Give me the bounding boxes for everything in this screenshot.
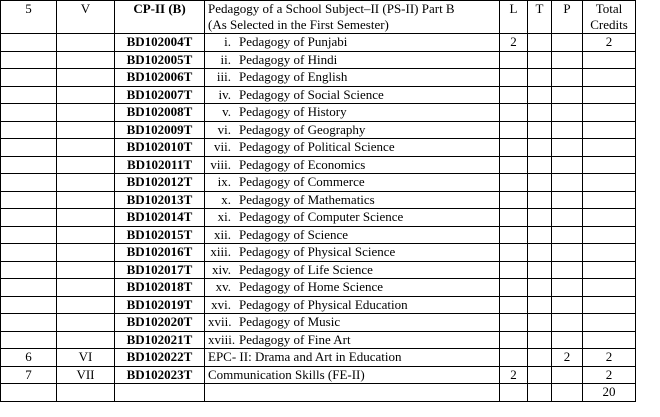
sem-cell [1,244,57,262]
roman-numeral: v. [222,104,231,119]
unit-cell [57,121,115,139]
roman-numeral: xvi. [211,296,231,312]
roman-numeral: viii. [210,156,231,172]
table-row [1,209,636,227]
sem-cell [1,261,57,279]
unit-cell [57,331,115,349]
roman-numeral: ii. [220,51,231,67]
l-cell: 2 [500,34,528,52]
sem-cell [1,69,57,87]
t-cell [528,279,552,297]
course-code [115,384,205,402]
header-p: P [552,1,583,34]
l-cell [500,156,528,174]
sem-cell: 6 [1,349,57,367]
course-title [205,314,500,332]
course-title: EPC- II: Drama and Art in Education [205,349,500,367]
roman-numeral: vi. [217,121,231,137]
l-cell [500,384,528,402]
subject-name: Pedagogy of Social Science [239,86,384,102]
sem-cell [1,51,57,69]
total-cell [583,51,636,69]
course-code: BD102018T [115,279,205,297]
unit-cell [57,244,115,262]
course-title: Communication Skills (FE-II) [205,366,500,384]
table-row [1,121,636,139]
subject-name: Pedagogy of Hindi [239,51,338,67]
subject-name: Pedagogy of Music [239,314,341,329]
course-code: BD102004T [115,34,205,52]
l-cell [500,86,528,104]
p-cell [552,191,583,209]
l-cell [500,209,528,227]
course-title [205,174,500,192]
course-title [205,51,500,69]
unit-cell [57,104,115,122]
l-cell [500,349,528,367]
subject-name: Pedagogy of Political Science [239,139,395,154]
unit-cell: VI [57,349,115,367]
t-cell [528,191,552,209]
total-cell [583,121,636,139]
subject-name: Pedagogy of English [239,69,348,84]
p-cell: 2 [552,349,583,367]
table-row [1,331,636,349]
roman-numeral: ix. [217,174,231,189]
total-cell [583,209,636,227]
unit-cell [57,314,115,332]
l-cell [500,121,528,139]
t-cell [528,384,552,402]
sem-cell [1,174,57,192]
table-row [1,86,636,104]
course-title [205,244,500,262]
unit-cell [57,384,115,402]
l-cell: 2 [500,366,528,384]
p-cell [552,156,583,174]
p-cell [552,139,583,157]
sem-cell [1,156,57,174]
t-cell [528,174,552,192]
course-title [205,226,500,244]
t-cell [528,349,552,367]
table-row [1,34,636,52]
l-cell [500,104,528,122]
sem-cell [1,226,57,244]
table-row [1,156,636,174]
course-code: BD102012T [115,174,205,192]
p-cell [552,86,583,104]
l-cell [500,69,528,87]
total-cell [583,174,636,192]
sem-cell [1,34,57,52]
course-title [205,209,500,227]
course-title [205,69,500,87]
total-cell [583,244,636,262]
roman-numeral: xiii. [210,244,231,259]
l-cell [500,261,528,279]
table-row [1,244,636,262]
subject-name: Pedagogy of Physical Science [239,244,396,259]
course-code: BD102016T [115,244,205,262]
l-cell [500,314,528,332]
p-cell [552,69,583,87]
table-row [1,191,636,209]
total-cell [583,156,636,174]
course-title [205,86,500,104]
table-row [1,296,636,314]
roman-numeral: xi. [217,209,231,224]
course-code: BD102019T [115,296,205,314]
t-cell [528,209,552,227]
header-total-line2: Credits [590,16,628,32]
p-cell [552,104,583,122]
p-cell [552,209,583,227]
roman-numeral: iv. [218,86,231,102]
course-code: BD102007T [115,86,205,104]
course-title [205,156,500,174]
table-row [1,226,636,244]
header-unit: V [57,1,115,34]
course-title [205,331,500,349]
roman-numeral: xiv. [211,261,231,277]
course-code: BD102011T [115,156,205,174]
total-cell: 2 [583,34,636,52]
t-cell [528,296,552,314]
p-cell [552,121,583,139]
course-title [205,104,500,122]
t-cell [528,104,552,122]
table-header-row [1,1,636,34]
total-cell [583,314,636,332]
sem-cell [1,331,57,349]
total-cell [583,261,636,279]
course-code: BD102022T [115,349,205,367]
p-cell [552,244,583,262]
course-title [205,121,500,139]
subject-name: Pedagogy of Science [239,226,349,242]
course-title [205,261,500,279]
sem-cell [1,384,57,402]
table-row [1,139,636,157]
sem-cell [1,104,57,122]
table-row [1,51,636,69]
header-title-line1: Pedagogy of a School Subject–II (PS-II) Part B [208,1,455,16]
t-cell [528,314,552,332]
course-code: BD102009T [115,121,205,139]
subject-name: Pedagogy of Commerce [239,174,365,189]
t-cell [528,156,552,174]
t-cell [528,34,552,52]
unit-cell [57,279,115,297]
unit-cell [57,226,115,244]
total-cell [583,191,636,209]
subject-name: Pedagogy of Economics [239,156,366,172]
header-course-title [205,1,500,34]
roman-numeral: xii. [214,226,231,242]
p-cell [552,34,583,52]
sem-cell [1,191,57,209]
subject-name: Pedagogy of History [239,104,347,119]
course-title [205,191,500,209]
total-cell [583,331,636,349]
t-cell [528,244,552,262]
total-cell [583,69,636,87]
course-code: BD102013T [115,191,205,209]
l-cell [500,174,528,192]
course-code: BD102017T [115,261,205,279]
p-cell [552,261,583,279]
t-cell [528,331,552,349]
total-cell: 2 [583,349,636,367]
total-cell [583,296,636,314]
sem-cell [1,121,57,139]
l-cell [500,51,528,69]
l-cell [500,226,528,244]
roman-numeral: xviii. [208,331,236,347]
subject-name: Pedagogy of Life Science [239,261,373,277]
total-cell [583,104,636,122]
unit-cell [57,261,115,279]
subject-name: Pedagogy of Geography [239,121,366,137]
course-code: BD102023T [115,366,205,384]
grand-total: 20 [583,384,636,402]
t-cell [528,121,552,139]
unit-cell [57,296,115,314]
course-code: BD102020T [115,314,205,332]
total-cell [583,226,636,244]
roman-numeral: x. [221,191,231,207]
header-l: L [500,1,528,34]
sem-cell [1,296,57,314]
header-title-line2: (As Selected in the First Semester) [208,16,389,32]
course-code: BD102008T [115,104,205,122]
total-cell [583,86,636,104]
t-cell [528,69,552,87]
table-row [1,314,636,332]
header-sem-no: 5 [1,1,57,34]
sem-cell: 7 [1,366,57,384]
t-cell [528,226,552,244]
course-title [205,34,500,52]
course-title [205,384,500,402]
p-cell [552,279,583,297]
table-row [1,174,636,192]
table-row [1,279,636,297]
course-code: BD102005T [115,51,205,69]
header-total-credits [583,1,636,34]
p-cell [552,331,583,349]
p-cell [552,226,583,244]
sem-cell [1,209,57,227]
course-code: BD102021T [115,331,205,349]
total-cell [583,139,636,157]
header-course-code: CP-II (B) [115,1,205,34]
unit-cell [57,209,115,227]
p-cell [552,296,583,314]
l-cell [500,296,528,314]
roman-numeral: vii. [214,139,231,154]
table-row [1,69,636,87]
header-total-line1: Total [595,1,623,16]
unit-cell [57,34,115,52]
subject-name: Pedagogy of Computer Science [239,209,404,224]
unit-cell [57,86,115,104]
subject-name: Pedagogy of Mathematics [239,191,375,207]
roman-numeral: i. [224,34,231,49]
p-cell [552,174,583,192]
t-cell [528,366,552,384]
total-cell [583,279,636,297]
unit-cell [57,156,115,174]
roman-numeral: xv. [215,279,231,294]
l-cell [500,244,528,262]
course-title [205,279,500,297]
course-code: BD102014T [115,209,205,227]
course-code: BD102006T [115,69,205,87]
table-row [1,349,636,367]
l-cell [500,139,528,157]
header-t: T [528,1,552,34]
l-cell [500,331,528,349]
subject-name: Pedagogy of Physical Education [239,296,408,312]
roman-numeral: xvii. [208,314,232,329]
subject-name: Pedagogy of Home Science [239,279,384,294]
t-cell [528,139,552,157]
unit-cell [57,191,115,209]
l-cell [500,279,528,297]
unit-cell [57,51,115,69]
unit-cell: VII [57,366,115,384]
sem-cell [1,314,57,332]
course-title [205,139,500,157]
t-cell [528,261,552,279]
t-cell [528,86,552,104]
sem-cell [1,86,57,104]
p-cell [552,51,583,69]
table-row [1,261,636,279]
sem-cell [1,279,57,297]
unit-cell [57,174,115,192]
grand-total-row [1,384,636,402]
p-cell [552,384,583,402]
subject-name: Pedagogy of Fine Art [239,331,351,347]
unit-cell [57,69,115,87]
unit-cell [57,139,115,157]
table-row [1,366,636,384]
p-cell [552,314,583,332]
roman-numeral: iii. [216,69,231,84]
course-code: BD102010T [115,139,205,157]
l-cell [500,191,528,209]
t-cell [528,51,552,69]
subject-name: Pedagogy of Punjabi [239,34,348,49]
total-cell: 2 [583,366,636,384]
course-title [205,296,500,314]
sem-cell [1,139,57,157]
table-row [1,104,636,122]
course-code: BD102015T [115,226,205,244]
p-cell [552,366,583,384]
